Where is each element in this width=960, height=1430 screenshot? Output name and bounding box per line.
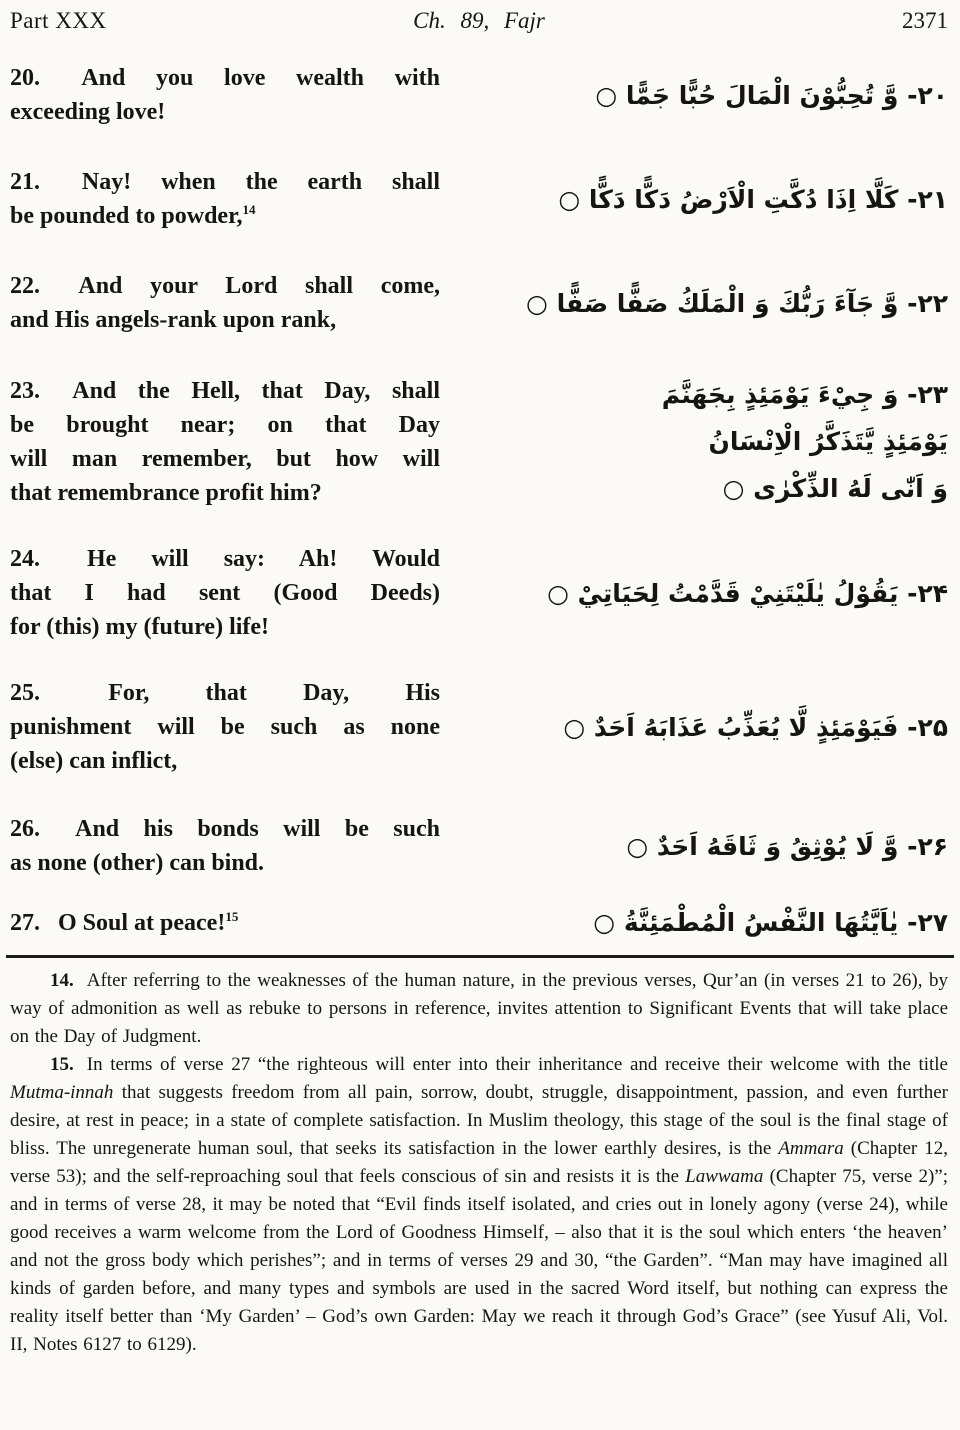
footnote-term-italic: Lawwama (685, 1166, 764, 1187)
part-label: Part XXX (10, 8, 107, 33)
verse-number: 21. (10, 169, 40, 195)
verse-line (10, 846, 440, 880)
verse-text: exceeding love! (10, 99, 166, 125)
arabic-text: ۲۰- وَّ تُحِبُّوْنَ الْمَالَ حُبًّا جَمًّا ○ (595, 80, 948, 110)
verse-number: 20. (10, 65, 40, 91)
verse-text: as none (other) can bind. (10, 850, 265, 876)
verse-number: 23. (10, 377, 40, 404)
verse-text: And you love wealth with (81, 65, 440, 91)
verse-text: for (this) my (future) life! (10, 614, 270, 640)
verse-row-26 (10, 812, 948, 880)
verse-line (10, 542, 440, 576)
verse-text: and His angels-rank upon rank, (10, 307, 337, 333)
verse-line (10, 165, 440, 199)
verse-line (10, 269, 440, 303)
verse-text: And your Lord shall come, (78, 273, 440, 299)
footnote-divider (6, 955, 954, 958)
footnote-text: that suggests freedom from all pain, sorrow, doubt, struggle, disappointment, passion, and even further desire, at rest in peace; in a state of complete satisfaction. In Muslim theology, this stage of the soul is the final stage of bliss. The unregenerate human soul, that seeks its satisfaction in the lower earthly desires, is the (10, 1082, 948, 1159)
footnote-ref-15: 15 (225, 908, 239, 924)
verse-number: 24. (10, 546, 40, 572)
verse-row-21 (10, 165, 948, 233)
verse-text: And his bonds will be such (75, 816, 440, 842)
footnotes-section (10, 967, 948, 1359)
footnote-15 (10, 1051, 948, 1359)
verse-27-arabic (440, 900, 948, 945)
verse-text: punishment will be such as none (10, 714, 440, 740)
verse-line (10, 710, 440, 744)
verse-24-arabic (440, 571, 948, 616)
verse-22-arabic (440, 281, 948, 326)
footnote-text: (Chapter 75, verse 2)”; and in terms of verse 28, it may be noted that “Evil finds itself isolated, and cries out in lonely agony (verse 24), while good receives a warm welcome from the Lord of Goodness Himself, – also that it is the soul which enters ‘the heaven’ and not the gross body which perishes”; and in terms of verses 29 and 30, “the Garden”. “Man may have imagined all kinds of garden before, and many types and symbols are used in the sacred Word itself, but nothing can express the reality itself better than ‘My Garden’ – God’s own Garden: May we reach it through God’s Grace” (see Yusuf Ali, Vol. II, Notes 6127 to 6129). (10, 1166, 948, 1355)
verse-line (10, 476, 440, 510)
verse-line (10, 744, 440, 778)
verse-row-23 (10, 371, 948, 512)
verse-22-english (10, 269, 440, 337)
verse-row-22 (10, 269, 948, 337)
verse-text: And the Hell, that Day, shall (72, 377, 440, 404)
verse-21-english (10, 165, 440, 233)
chapter-title: Ch. 89, Fajr (413, 8, 545, 33)
verse-line (10, 61, 440, 95)
footnote-term-italic: Mutma-innah (10, 1082, 114, 1103)
page-number: 2371 (902, 8, 948, 33)
arabic-text: وَ اَنّٰى لَهُ الذِّكْرٰى ○ (722, 474, 948, 503)
verse-text: will man remember, but how will (10, 445, 440, 472)
verse-line (10, 408, 440, 442)
verse-text: be pounded to powder, (10, 203, 243, 229)
verse-23-english (10, 374, 440, 510)
verse-23-arabic (440, 371, 948, 512)
verse-25-english (10, 676, 440, 778)
verse-text: be brought near; on that Day (10, 411, 440, 438)
verse-text: He will say: Ah! Would (87, 546, 440, 572)
verse-text: that I had sent (Good Deeds) (10, 580, 440, 606)
arabic-text: ۲۲- وَّ جَآءَ رَبُّكَ وَ الْمَلَكُ صَفًّا صَفًّا ○ (526, 288, 948, 318)
footnote-text: In terms of verse 27 “the righteous will enter into their inheritance and receive their welcome with the title (86, 1054, 948, 1075)
page-header (10, 8, 948, 34)
verse-row-24 (10, 542, 948, 644)
verse-row-25 (10, 676, 948, 778)
verse-number: 26. (10, 816, 40, 842)
footnote-text: After referring to the weaknesses of the human nature, in the previous verses, Qur’an (in verses 21 to 26), by way of admonition as well as rebuke to persons in reference, invites attention to Significant Events that will take place on the Day of Judgment. (10, 970, 948, 1047)
verse-21-arabic (440, 177, 948, 222)
verse-27-english (10, 906, 440, 940)
verse-line (10, 303, 440, 337)
verse-line (10, 610, 440, 644)
arabic-text: ۲۴- يَقُوْلُ يٰلَيْتَنِيْ قَدَّمْتُ لِحَيَاتِيْ ○ (547, 578, 948, 608)
verse-text: that remembrance profit him? (10, 479, 322, 506)
verse-20-arabic (440, 73, 948, 118)
verse-number: 27. (10, 909, 40, 936)
verse-line (10, 812, 440, 846)
footnote-ref-14: 14 (242, 202, 256, 217)
arabic-text: يَوْمَئِذٍ يَّتَذَكَّرُ الْاِنْسَانُ (708, 427, 948, 456)
footnote-number: 14. (50, 970, 74, 991)
verse-line (10, 906, 440, 940)
verse-line (10, 95, 440, 129)
verse-26-arabic (440, 824, 948, 869)
verse-26-english (10, 812, 440, 880)
footnote-14 (10, 967, 948, 1051)
arabic-text: ۲۵- فَيَوْمَئِذٍ لَّا يُعَذِّبُ عَذَابَهُ اَحَدٌ ○ (563, 712, 948, 742)
verse-row-20 (10, 61, 948, 129)
arabic-text: ۲۶- وَّ لَا يُوْثِقُ وَ ثَاقَهُ اَحَدٌ ○ (626, 831, 948, 861)
verse-20-english (10, 61, 440, 129)
verse-line (10, 576, 440, 610)
arabic-text: ۲۳- وَ جِيْءَ يَوْمَئِذٍ بِجَهَنَّمَ (661, 380, 948, 409)
verse-number: 25. (10, 680, 40, 706)
verse-line (10, 442, 440, 476)
verse-24-english (10, 542, 440, 644)
footnote-number: 15. (50, 1054, 74, 1075)
arabic-text: ۲۱- كَلَّا اِذَا دُكَّتِ الْاَرْضُ دَكًّا دَكًّا ○ (558, 184, 948, 214)
verse-text: Nay! when the earth shall (81, 169, 441, 195)
verse-text: O Soul at peace! (58, 909, 226, 936)
verse-number: 22. (10, 273, 40, 299)
verse-row-27 (10, 900, 948, 945)
verse-text: (else) can inflict, (10, 748, 178, 774)
verse-line (10, 199, 440, 233)
arabic-text: ۲۷- يٰاَيَّتُهَا النَّفْسُ الْمُطْمَئِنَّةُ ○ (593, 908, 948, 937)
footnote-text: (Chapter 12, verse 53); and the self-reproaching soul that feels conscious of sin and resists it is the (10, 1138, 948, 1187)
verse-line (10, 676, 440, 710)
verse-line (10, 374, 440, 408)
verses-section (10, 61, 948, 945)
verse-text: For, that Day, His (108, 680, 440, 706)
verse-25-arabic (440, 705, 948, 750)
footnote-term-italic: Ammara (778, 1138, 844, 1159)
